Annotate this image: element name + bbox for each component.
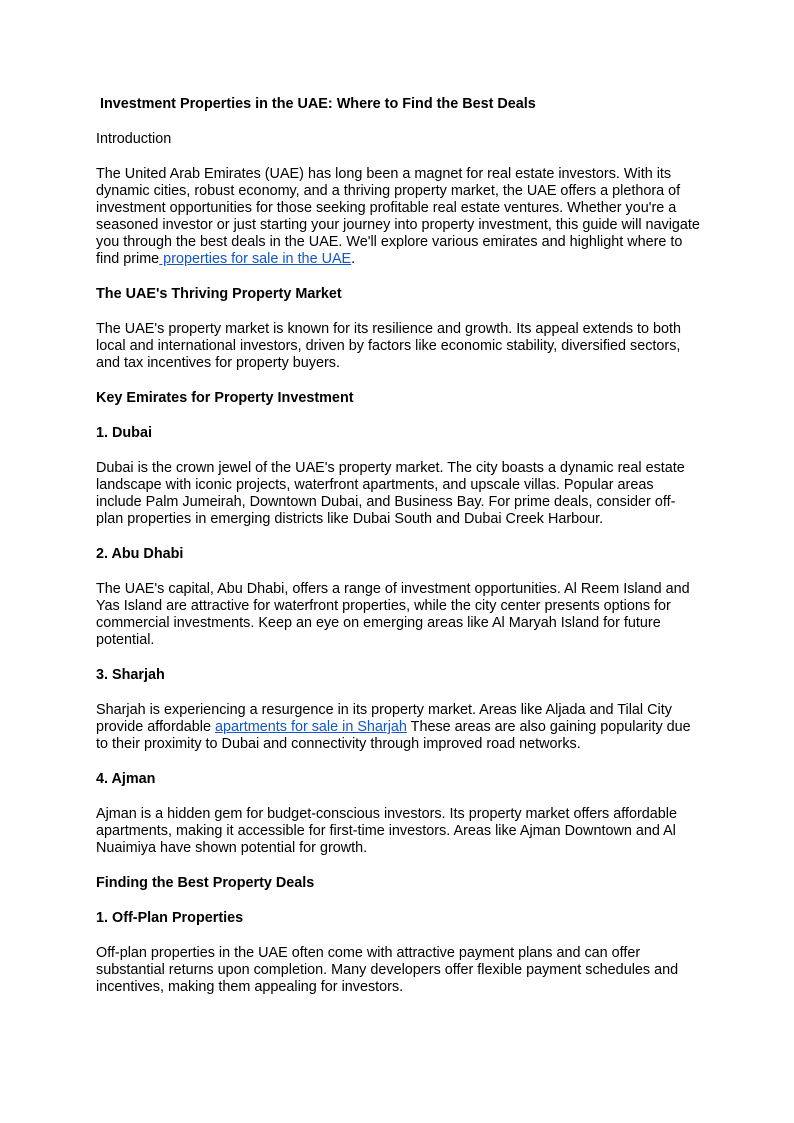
abudhabi-heading: 2. Abu Dhabi bbox=[96, 546, 184, 562]
sharjah-text-end: These areas are also gaining popularity due to their proximity to Dubai and connectivity through improved road networks. bbox=[96, 719, 691, 752]
sharjah-heading: 3. Sharjah bbox=[96, 667, 165, 683]
intro-text: The United Arab Emirates (UAE) has long been a magnet for real estate investors. With its dynamic cities, robust economy, and a thriving property market, the UAE offers a plethora of investment opportunities for those seeking profitable real estate ventures. Whether you're a seasoned investor or just starting your journey into property investment, this guide will navigate you through the best deals in the UAE. We'll explore various emirates and highlight where to find prime bbox=[96, 166, 700, 267]
dubai-heading: 1. Dubai bbox=[96, 425, 152, 441]
emirates-heading: Key Emirates for Property Investment bbox=[96, 390, 354, 406]
offplan-paragraph: Off-plan properties in the UAE often come with attractive payment plans and can offer substantial returns upon completion. Many developers offer flexible payment schedules and incentives, making them appealing for investors. bbox=[96, 945, 679, 995]
market-paragraph: The UAE's property market is known for its resilience and growth. Its appeal extends to both local and international investors, driven by factors like economic stability, diversified sectors, and tax incentives for property buyers. bbox=[96, 321, 682, 371]
deals-heading: Finding the Best Property Deals bbox=[96, 875, 315, 891]
intro-paragraph bbox=[96, 166, 700, 268]
offplan-heading: 1. Off-Plan Properties bbox=[96, 910, 244, 926]
sharjah-text: Sharjah is experiencing a resurgence in its property market. Areas like Aljada and Tilal City provide affordable bbox=[96, 702, 672, 735]
document-title: Investment Properties in the UAE: Where to Find the Best Deals bbox=[100, 96, 536, 112]
ajman-heading: 4. Ajman bbox=[96, 771, 156, 787]
intro-text-end: . bbox=[351, 251, 356, 267]
apartments-sharjah-link[interactable]: apartments for sale in Sharjah bbox=[214, 719, 407, 735]
market-heading: The UAE's Thriving Property Market bbox=[96, 286, 342, 302]
abudhabi-paragraph: The UAE's capital, Abu Dhabi, offers a range of investment opportunities. Al Reem Island and Yas Island are attractive for waterfront properties, while the city center presents options for commercial investments. Keep an eye on emerging areas like Al Maryah Island for future potential. bbox=[96, 581, 690, 648]
document-body bbox=[96, 96, 700, 1014]
intro-heading: Introduction bbox=[96, 131, 172, 147]
sharjah-paragraph bbox=[96, 702, 700, 753]
ajman-paragraph: Ajman is a hidden gem for budget-conscious investors. Its property market offers affordable apartments, making it accessible for first-time investors. Areas like Ajman Downtown and Al Nuaimiya have shown potential for growth. bbox=[96, 806, 677, 856]
properties-for-sale-link[interactable]: properties for sale in the UAE bbox=[159, 251, 352, 267]
dubai-paragraph: Dubai is the crown jewel of the UAE's property market. The city boasts a dynamic real estate landscape with iconic projects, waterfront apartments, and upscale villas. Popular areas include Palm Jumeirah, Downtown Dubai, and Business Bay. For prime deals, consider off-plan properties in emerging districts like Dubai South and Dubai Creek Harbour. bbox=[96, 460, 685, 527]
